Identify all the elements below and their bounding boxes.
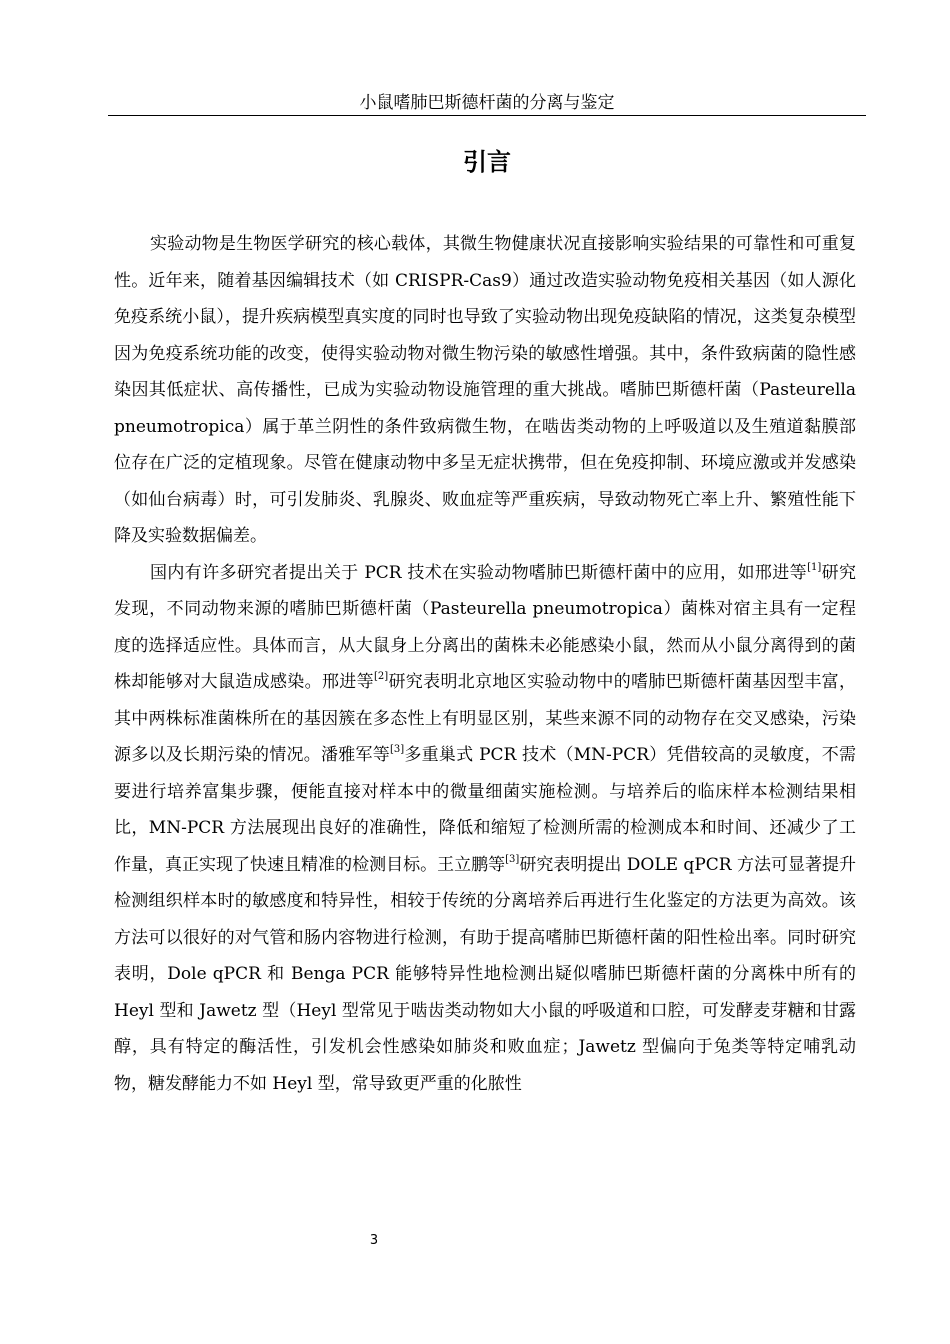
paragraph-2-text: 研究表明北京地区实验动物中的嗜肺巴斯德杆菌基因型丰富，其中两株标准菌株所在的基因簇在多态性上有明显区别，某些来源不同的动物存在交叉感染，污染源多以及长期污染的情况。潘雅军等 <box>114 672 857 765</box>
paragraph-2-text: 多重巢式 PCR 技术（MN-PCR）凭借较高的灵敏度，不需要进行培养富集步骤，便能直接对样本中的微量细菌实施检测。与培养后的临床样本检测结果相比，MN-PCR 方法展现出良好的准确性，降低和缩短了检测所需的检测成本和时间、还减少了工作量，真正实现了快速且精准的检测目标。王立鹏等 <box>114 745 856 875</box>
paragraph-2-text: 研究发现，不同动物来源的嗜肺巴斯德杆菌（Pasteurella pneumotropica）菌株对宿主具有一定程度的选择适应性。具体而言，从大鼠身上分离出的菌株未必能感染小鼠，然而从小鼠分离得到的菌株却能够对大鼠造成感染。邢进等 <box>114 562 856 692</box>
paragraph-2-text: 国内有许多研究者提出关于 PCR 技术在实验动物嗜肺巴斯德杆菌中的应用，如邢进等 <box>150 562 808 583</box>
paragraph-1: 实验动物是生物医学研究的核心载体，其微生物健康状况直接影响实验结果的可靠性和可重复性。近年来，随着基因编辑技术（如 CRISPR-Cas9）通过改造实验动物免疫相关基因（如人源化免疫系统小鼠），提升疾病模型真实度的同时也导致了实验动物出现免疫缺陷的情况，这类复杂模型因为免疫系统功能的改变，使得实验动物对微生物污染的敏感性增强。其中，条件致病菌的隐性感染因其低症状、高传播性，已成为实验动物设施管理的重大挑战。嗜肺巴斯德杆菌（Pasteurella pneumotropica）属于革兰阴性的条件致病微生物，在啮齿类动物的上呼吸道以及生殖道黏膜部位存在广泛的定植现象。尽管在健康动物中多呈无症状携带，但在免疫抑制、环境应激或并发感染（如仙台病毒）时，可引发肺炎、乳腺炎、败血症等严重疾病，导致动物死亡率上升、繁殖性能下降及实验数据偏差。 <box>114 234 856 546</box>
citation: [3] <box>505 853 520 865</box>
body-text <box>114 226 856 1102</box>
running-header: 小鼠嗜肺巴斯德杆菌的分离与鉴定 <box>359 93 615 113</box>
section-title: 引言 <box>463 148 511 176</box>
citation: [3] <box>390 744 405 755</box>
page-number: 3 <box>369 1233 379 1248</box>
citation: [1] <box>807 561 822 573</box>
paragraph-2 <box>114 555 856 1103</box>
header-rule <box>108 115 866 116</box>
paragraph-2-text: 研究表明提出 DOLE qPCR 方法可显著提升检测组织样本时的敏感度和特异性，相较于传统的分离培养后再进行生化鉴定的方法更为高效。该方法可以很好的对气管和肠内容物进行检测，有助于提高嗜肺巴斯德杆菌的阳性检出率。同时研究表明，Dole qPCR 和 Benga PCR 能够特异性地检测出疑似嗜肺巴斯德杆菌的分离株中所有的 Heyl 型和 Jawetz 型（Heyl 型常见于啮齿类动物如大小鼠的呼吸道和口腔，可发酵麦芽糖和甘露醇，具有特定的酶活性，引发机会性感染如肺炎和败血症；Jawetz 型偏向于兔类等特定哺乳动物，糖发酵能力不如 Heyl 型，常导致更严重的化脓性 <box>114 854 857 1094</box>
citation: [2] <box>373 671 389 682</box>
